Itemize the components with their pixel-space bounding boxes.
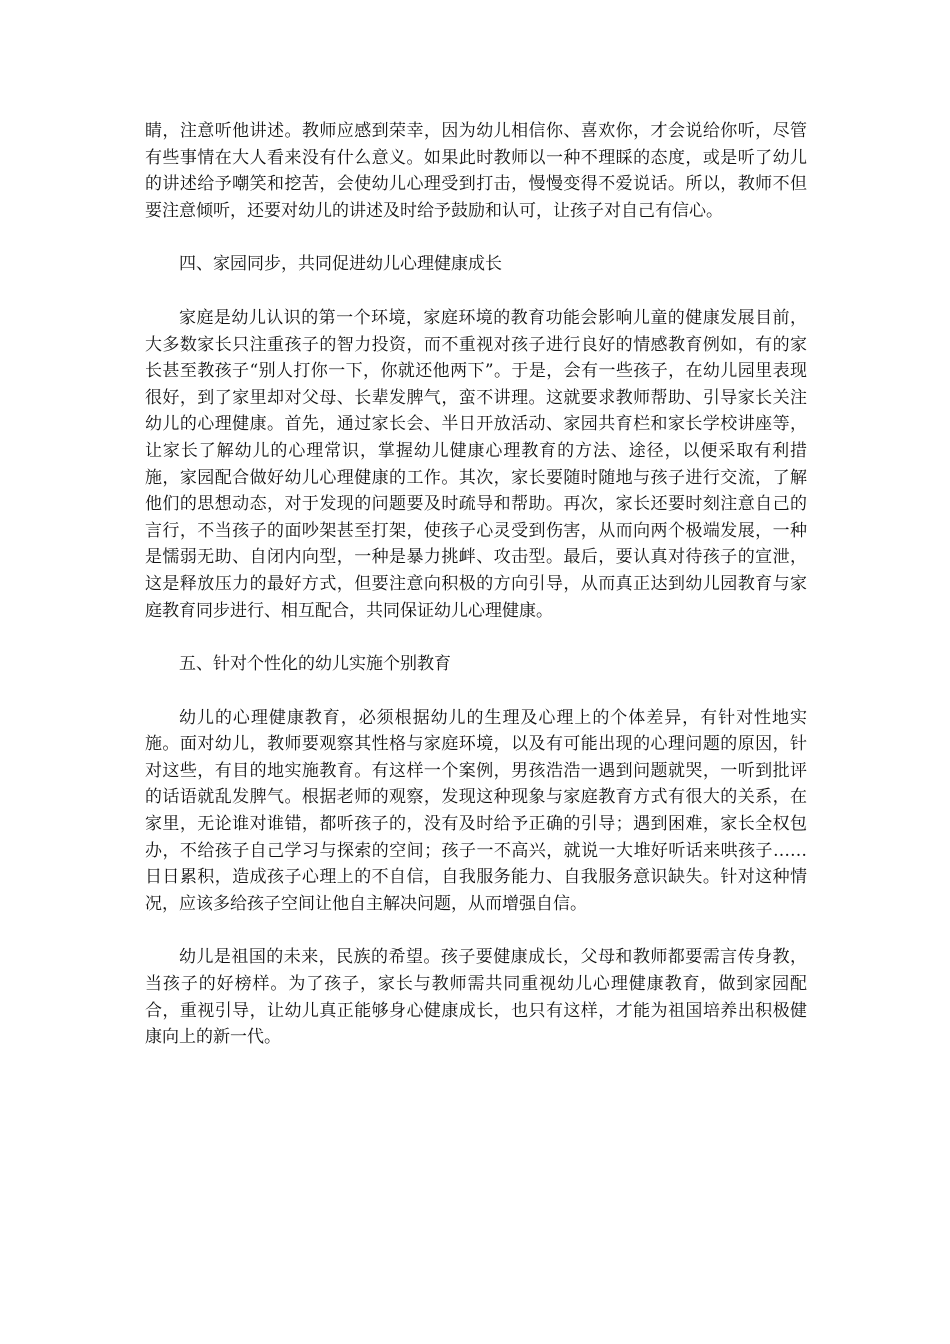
paragraph-conclusion: 幼儿是祖国的未来，民族的希望。孩子要健康成长，父母和教师都要需言传身教，当孩子的好榜样。为了孩子，家长与教师需共同重视幼儿心理健康教育，做到家园配合，重视引导，让幼儿真正能够身心健康成长，也只有这样，才能为祖国培养出积极健康向上的新一代。 xyxy=(145,947,807,1048)
paragraph-home-school: 家庭是幼儿认识的第一个环境，家庭环境的教育功能会影响儿童的健康发展目前，大多数家长只注重孩子的智力投资，而不重视对孩子进行良好的情感教育例如，有的家长甚至教孩子“别人打你一下，你就还他两下”。于是，会有一些孩子，在幼儿园里表现很好，到了家里却对父母、长辈发脾气，蛮不讲理。这就要求教师帮助、引导家长关注幼儿的心理健康。首先，通过家长会、半日开放活动、家园共育栏和家长学校讲座等，让家长了解幼儿的心理常识，掌握幼儿健康心理教育的方法、途径，以便采取有利措施，家园配合做好幼儿心理健康的工作。其次，家长要随时随地与孩子进行交流，了解他们的思想动态，对于发现的问题要及时疏导和帮助。再次，家长还要时刻注意自己的言行，不当孩子的面吵架甚至打架，使孩子心灵受到伤害，从而向两个极端发展，一种是懦弱无助、自闭内向型，一种是暴力挑衅、攻击型。最后，要认真对待孩子的宣泄，这是释放压力的最好方式，但要注意向积极的方向引导，从而真正达到幼儿园教育与家庭教育同步进行、相互配合，共同保证幼儿心理健康。 xyxy=(145,307,807,621)
paragraph-individual-education: 幼儿的心理健康教育，必须根据幼儿的生理及心理上的个体差异，有针对性地实施。面对幼儿，教师要观察其性格与家庭环境，以及有可能出现的心理问题的原因，针对这些，有目的地实施教育。有这样一个案例，男孩浩浩一遇到问题就哭，一听到批评的话语就乱发脾气。根据老师的观察，发现这种现象与家庭教育方式有很大的关系，在家里，无论谁对谁错，都听孩子的，没有及时给予正确的引导；遇到困难，家长全权包办，不给孩子自己学习与探索的空间；孩子一不高兴，就说一大堆好听话来哄孩子……日日累积，造成孩子心理上的不自信，自我服务能力、自我服务意识缺失。针对这种情况，应该多给孩子空间让他自主解决问题，从而增强自信。 xyxy=(145,707,807,914)
paragraph-continuation: 睛，注意听他讲述。教师应感到荣幸，因为幼儿相信你、喜欢你，才会说给你听，尽管有些事情在大人看来没有什么意义。如果此时教师以一种不理睬的态度，或是听了幼儿的讲述给予嘲笑和挖苦，会使幼儿心理受到打击，慢慢变得不爱说话。所以，教师不但要注意倾听，还要对幼儿的讲述及时给予鼓励和认可，让孩子对自己有信心。 xyxy=(145,121,807,221)
section-heading-5: 五、针对个性化的幼儿实施个别教育 xyxy=(179,654,451,675)
section-heading-4: 四、家园同步，共同促进幼儿心理健康成长 xyxy=(179,254,502,275)
document-body xyxy=(145,118,807,1051)
